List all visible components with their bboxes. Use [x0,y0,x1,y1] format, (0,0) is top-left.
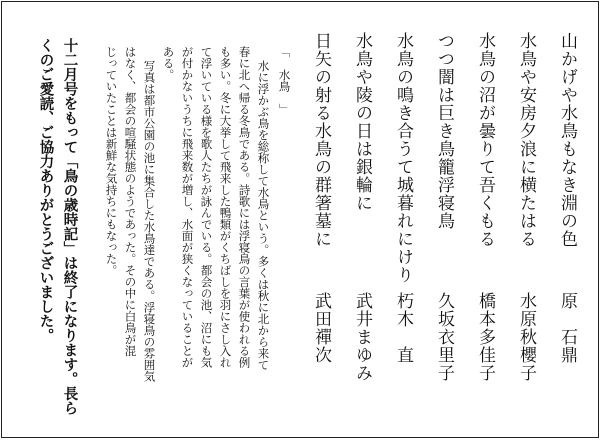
closing-line-2: くのご愛読、ご協力ありがとうございました。 [37,38,54,343]
commentary-line-2: 春に北へ帰る冬鳥である。詩歌には浮寝鳥の言葉が使われる例 [237,46,252,368]
haiku-author-7: 武田禪次 [311,292,331,364]
haiku-author-1: 原 石鼎 [557,292,577,364]
haiku-author-4: 久坂衣里子 [434,292,454,382]
closing-line-1: 十二月号をもって「鳥の歳時記」は終了になります。長ら [61,38,78,415]
haiku-line-2: 水鳥や安房夕浪に横たはる [516,32,536,248]
haiku-author-6: 武井まゆみ [352,292,372,382]
haiku-line-6: 水鳥や陵の日は銀輪に [352,32,372,212]
commentary-line-7: 写真は都市公園の池に集合した水鳥達である。浮寝鳥の雰囲気 [142,60,157,382]
commentary-line-5: が付かないうちに飛来数が増し、水面が狭くなっていることが [180,46,195,368]
commentary-line-1: 水に浮かぶ鳥を総称して水鳥という。多くは秋に北から来て [256,60,271,371]
haiku-author-3: 橋本多佳子 [475,292,495,382]
haiku-line-5: 水鳥の鳴き合うて城暮れにけり [393,32,413,284]
commentary-line-9: じっていたことは新鮮な気持ちにもなった。 [104,46,119,276]
commentary-line-4: て浮いている様を歌人たちが詠んでいる。都会の池、沼にも気 [199,46,214,368]
haiku-line-4: つつ闇は巨き鳥籠浮寝鳥 [434,32,454,230]
haiku-line-7: 日矢の射る水鳥の群箸墓に [311,32,331,248]
commentary-line-6: ある。 [161,46,176,81]
haiku-line-3: 水鳥の沼が曇りて吾くもる [475,32,495,248]
commentary-heading: 「 水鳥 」 [277,46,292,115]
commentary-line-3: も多い。冬に大挙して飛来した鴨類がくちばしを羽にさし入れ [218,46,233,368]
haiku-author-5: 朽木 直 [393,292,413,364]
page [1,1,599,438]
commentary-line-8: はなく、都会の喧騒状態のようであった。その中に白鳥が混 [123,46,138,357]
haiku-author-2: 水原秋櫻子 [516,292,536,382]
haiku-line-1: 山かげや水鳥もなき淵の色 [557,32,577,248]
